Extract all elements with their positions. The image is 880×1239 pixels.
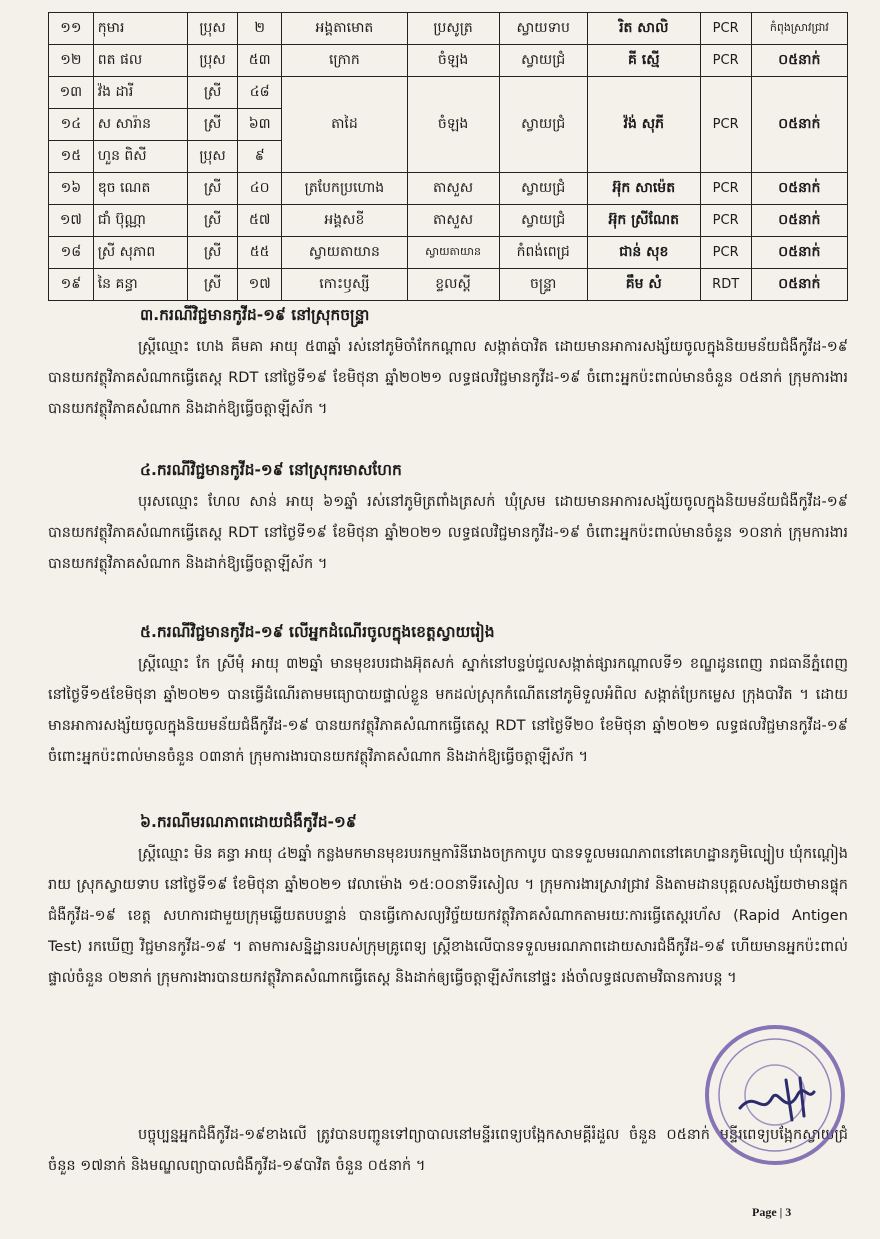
- cell-contact: ជាន់ សុខ: [587, 237, 700, 269]
- cell-test: RDT: [700, 269, 751, 301]
- cell-test: PCR: [700, 13, 751, 45]
- table-row: [49, 173, 848, 205]
- cell-age: ៥៥: [238, 237, 282, 269]
- cell-name: ស្រី សុភាព: [93, 237, 187, 269]
- cell-village: តាសួស: [407, 205, 499, 237]
- cell-sex: ប្រុស: [188, 13, 238, 45]
- cell-sex: ស្រី: [188, 269, 238, 301]
- table-row: [49, 205, 848, 237]
- cell-contact: អ៊ុក សាម៉េត: [587, 173, 700, 205]
- cell-result: ០៥នាក់: [751, 173, 847, 205]
- cell-sex: ប្រុស: [188, 45, 238, 77]
- section-traveler: [48, 622, 848, 773]
- cell-result: ០៥នាក់: [751, 205, 847, 237]
- table-row: [49, 45, 848, 77]
- cell-no: ១៨: [49, 237, 94, 269]
- cell-contact: វ៉ង់ សុភី: [587, 77, 700, 173]
- cell-test: PCR: [700, 237, 751, 269]
- cell-result: ០៥នាក់: [751, 237, 847, 269]
- cell-sex: ស្រី: [188, 77, 238, 109]
- cell-name: កុមារ: [93, 13, 187, 45]
- cell-contact: គឹម សំ: [587, 269, 700, 301]
- cell-sex: ស្រី: [188, 237, 238, 269]
- cell-age: ៤៨: [238, 77, 282, 109]
- cell-sex: ស្រី: [188, 109, 238, 141]
- cell-relation: ស្វាយតាយាន: [282, 237, 407, 269]
- cell-no: ១១: [49, 13, 94, 45]
- cell-contact: អ៊ុក ស្រីណែត: [587, 205, 700, 237]
- cell-result: ០៥នាក់: [751, 45, 847, 77]
- cell-contact: រិត សាលិ: [587, 13, 700, 45]
- cell-name: នៃ គន្ធា: [93, 269, 187, 301]
- page-number: Page | 3: [752, 1205, 792, 1219]
- cell-village: តាសួស: [407, 173, 499, 205]
- cell-village: ខ្ទលស្តី: [407, 269, 499, 301]
- cell-relation: ក្រោក: [282, 45, 407, 77]
- section-body: ស្ត្រីឈ្មោះ មិន គន្ធា អាយុ ៤២ឆ្នាំ កន្លងមកមានមុខរបរកម្មការិនីរោងចក្រកាបូប បានទទួលមរណភាពនៅគេហដ្ឋានភូមិល្បៀប ឃុំកណ្ដៀងរាយ ស្រុកស្វាយទាប នៅថ្ងៃទី១៩ ខែមិថុនា ឆ្នាំ២០២១ វេលាម៉ោង ១៥:០០នាទីរសៀល ។ ក្រុមការងារស្រាវជ្រាវ និងតាមដានបុគ្គលសង្ស័យថាមានផ្ទុកជំងឺកូវីដ-១៩ ខេត្ត សហការជាមួយក្រុមឆ្លើយតបបន្ទាន់ បានធ្វើកោសល្យវិច្ច័យយកវត្ថុវិភាគសំណាកតាមរយៈការធ្វើតេស្តរហ័ស (Rapid Antigen Test) រកឃើញ វិជ្ជមានកូវីដ-១៩ ។ តាមការសន្និដ្ឋានរបស់ក្រុមគ្រូពេទ្យ ស្ត្រីខាងលើបានទទួលមរណភាពដោយសារជំងឺកូវីដ-១៩ ហើយមានអ្នកប៉ះពាល់ផ្ទាល់ចំនួន ០២នាក់ ក្រុមការងារបានយកវត្ថុវិភាគសំណាកធ្វើតេស្ត និងដាក់ឲ្យធ្វើចត្តាឡីស័កនៅផ្ទះ រង់ចាំលទ្ធផលតាមវិធានការបន្ត ។: [48, 846, 848, 986]
- cell-age: ៤០: [238, 173, 282, 205]
- cell-no: ១៧: [49, 205, 94, 237]
- cell-no: ១២: [49, 45, 94, 77]
- cell-village: ចំឡង: [407, 45, 499, 77]
- cell-name: ពត ផល: [93, 45, 187, 77]
- cell-no: ១៣: [49, 77, 94, 109]
- cell-sex: ស្រី: [188, 173, 238, 205]
- section-heading: ៤.ករណីវិជ្ជមានកូវីដ-១៩ នៅស្រុករមាសហែក: [140, 461, 402, 479]
- table-row: [49, 13, 848, 45]
- cell-district: ស្វាយជ្រំ: [499, 205, 587, 237]
- cell-age: ៦៣: [238, 109, 282, 141]
- section-heading: ៦.ករណីមរណភាពដោយជំងឺកូវីដ-១៩: [140, 813, 357, 831]
- cell-contact: គី ស្មើ: [587, 45, 700, 77]
- cell-name: ឌុច ណេត: [93, 173, 187, 205]
- cases-table: [48, 12, 848, 301]
- cell-age: ៩: [238, 141, 282, 173]
- cell-district: ស្វាយទាប: [499, 13, 587, 45]
- cell-sex: ប្រុស: [188, 141, 238, 173]
- cell-district: កំពង់ពេជ្រ: [499, 237, 587, 269]
- cell-name: ជាំ ប៊ុណ្ណា: [93, 205, 187, 237]
- table-row: [49, 77, 848, 109]
- cell-relation: កោះឫស្សី: [282, 269, 407, 301]
- cell-relation: អង្គសខី: [282, 205, 407, 237]
- cell-district: ចន្ទ្រា: [499, 269, 587, 301]
- cell-test: PCR: [700, 77, 751, 173]
- cell-relation: ត្របែកប្រហោង: [282, 173, 407, 205]
- cell-result: ០៥នាក់: [751, 77, 847, 173]
- cell-district: ស្វាយជ្រំ: [499, 173, 587, 205]
- cell-sex: ស្រី: [188, 205, 238, 237]
- cell-name: វ៉ង ដារី: [93, 77, 187, 109]
- cell-village: ចំឡង: [407, 77, 499, 173]
- cell-village: ស្វាយតាយាន: [407, 237, 499, 269]
- cell-village: ប្រសូត្រ: [407, 13, 499, 45]
- section-heading: ៥.ករណីវិជ្ជមានកូវីដ-១៩ លើអ្នកដំណើរចូលក្នុងខេត្តស្វាយរៀង: [140, 623, 495, 641]
- section-body: ស្ត្រីឈ្មោះ ហេង គឹមគា អាយុ ៥៣ឆ្នាំ រស់នៅភូមិចាំកែកណ្ដាល សង្កាត់បាវិត ដោយមានអាការសង្ស័យចូលក្នុងនិយមន័យជំងឺកូវីដ-១៩ បានយកវត្ថុវិភាគសំណាកធ្វើតេស្ត RDT នៅថ្ងៃទី១៩ ខែមិថុនា ឆ្នាំ២០២១ លទ្ធផលវិជ្ជមានកូវីដ-១៩ ចំពោះអ្នកប៉ះពាល់មានចំនួន ០៥នាក់ ក្រុមការងារបានយកវត្ថុវិភាគសំណាក និងដាក់ឱ្យធ្វើចត្តាឡីស័ក ។: [48, 339, 848, 417]
- section-romeas-haek: [48, 460, 848, 580]
- section-body: ស្ត្រីឈ្មោះ កែ ស្រីមុំ អាយុ ៣២ឆ្នាំ មានមុខរបរជាងអ៊ុតសក់ ស្នាក់នៅបន្ទប់ជួលសង្កាត់ផ្សារកណ្តាលទី១ ខណ្ឌដូនពេញ រាជធានីភ្នំពេញ នៅថ្ងៃទី១៥ខែមិថុនា ឆ្នាំ២០២១ បានធ្វើដំណើរតាមមធ្យោបាយផ្ទាល់ខ្លួន មកដល់ស្រុកកំណើតនៅភូមិទួលអំពិល សង្កាត់ប្រែកម្លេស ក្រុងបាវិត ។ ដោយមានអាការសង្ស័យចូលក្នុងនិយមន័យជំងឺកូវីដ-១៩ បានយកវត្ថុវិភាគសំណាកធ្វើតេស្ត RDT នៅថ្ងៃទី២០ ខែមិថុនា ឆ្នាំ២០២១ លទ្ធផលវិជ្ជមានកូវីដ-១៩ ចំពោះអ្នកប៉ះពាល់មានចំនួន ០៣នាក់ ក្រុមការងារបានយកវត្ថុវិភាគសំណាក និងដាក់ឱ្យធ្វើចត្តាឡីស័ក ។: [48, 656, 848, 765]
- section-body: បុរសឈ្មោះ ហែល សាន់ អាយុ ៦១ឆ្នាំ រស់នៅភូមិត្រពាំងត្រសក់ ឃុំស្រម ដោយមានអាការសង្ស័យចូលក្នុងនិយមន័យជំងឺកូវីដ-១៩ បានយកវត្ថុវិភាគសំណាកធ្វើតេស្ត RDT នៅថ្ងៃទី១៩ ខែមិថុនា ឆ្នាំ២០២១ លទ្ធផលវិជ្ជមានកូវីដ-១៩ ចំពោះអ្នកប៉ះពាល់មានចំនួន ១០នាក់ ក្រុមការងារបានយកវត្ថុវិភាគសំណាក និងដាក់ឱ្យធ្វើចត្តាឡីស័ក ។: [48, 494, 848, 572]
- cell-test: PCR: [700, 45, 751, 77]
- cell-no: ១៤: [49, 109, 94, 141]
- cell-test: PCR: [700, 173, 751, 205]
- cell-relation: អង្គតាមោត: [282, 13, 407, 45]
- closing-paragraph: បច្ចុប្បន្នអ្នកជំងឺកូវីដ-១៩ខាងលើ ត្រូវបានបញ្ជូនទៅព្យាបាលនៅមន្ទីរពេទ្យបង្អែកសាមគ្គីរំដួល ចំនួន ០៥នាក់ មន្ទីរពេទ្យបង្អែកស្វាយជ្រំ ចំនួន ១៧នាក់ និងមណ្ឌលព្យាបាលជំងឺកូវីដ-១៩បាវិត ចំនួន ០៥នាក់ ។: [48, 1127, 848, 1174]
- table-row: [49, 269, 848, 301]
- official-stamp-icon: [700, 1020, 850, 1170]
- section-death: [48, 812, 848, 994]
- cell-district: ស្វាយជ្រំ: [499, 45, 587, 77]
- cell-age: ៥៣: [238, 45, 282, 77]
- cell-age: ២: [238, 13, 282, 45]
- cell-result: ០៥នាក់: [751, 269, 847, 301]
- cell-no: ១៩: [49, 269, 94, 301]
- cell-no: ១៦: [49, 173, 94, 205]
- section-chantrea: [48, 305, 848, 425]
- cell-name: ហួន ពិសី: [93, 141, 187, 173]
- cell-district: ស្វាយជ្រំ: [499, 77, 587, 173]
- cell-no: ១៥: [49, 141, 94, 173]
- cell-name: ស សារ៉ាន: [93, 109, 187, 141]
- cell-result: កំពុងស្រាវជ្រាវ: [751, 13, 847, 45]
- table-row: [49, 237, 848, 269]
- cell-age: ៥៧: [238, 205, 282, 237]
- cell-relation: តាដៃ: [282, 77, 407, 173]
- section-heading: ៣.ករណីវិជ្ជមានកូវីដ-១៩ នៅស្រុកចន្ទ្រា: [140, 306, 370, 324]
- cell-test: PCR: [700, 205, 751, 237]
- cell-age: ១៧: [238, 269, 282, 301]
